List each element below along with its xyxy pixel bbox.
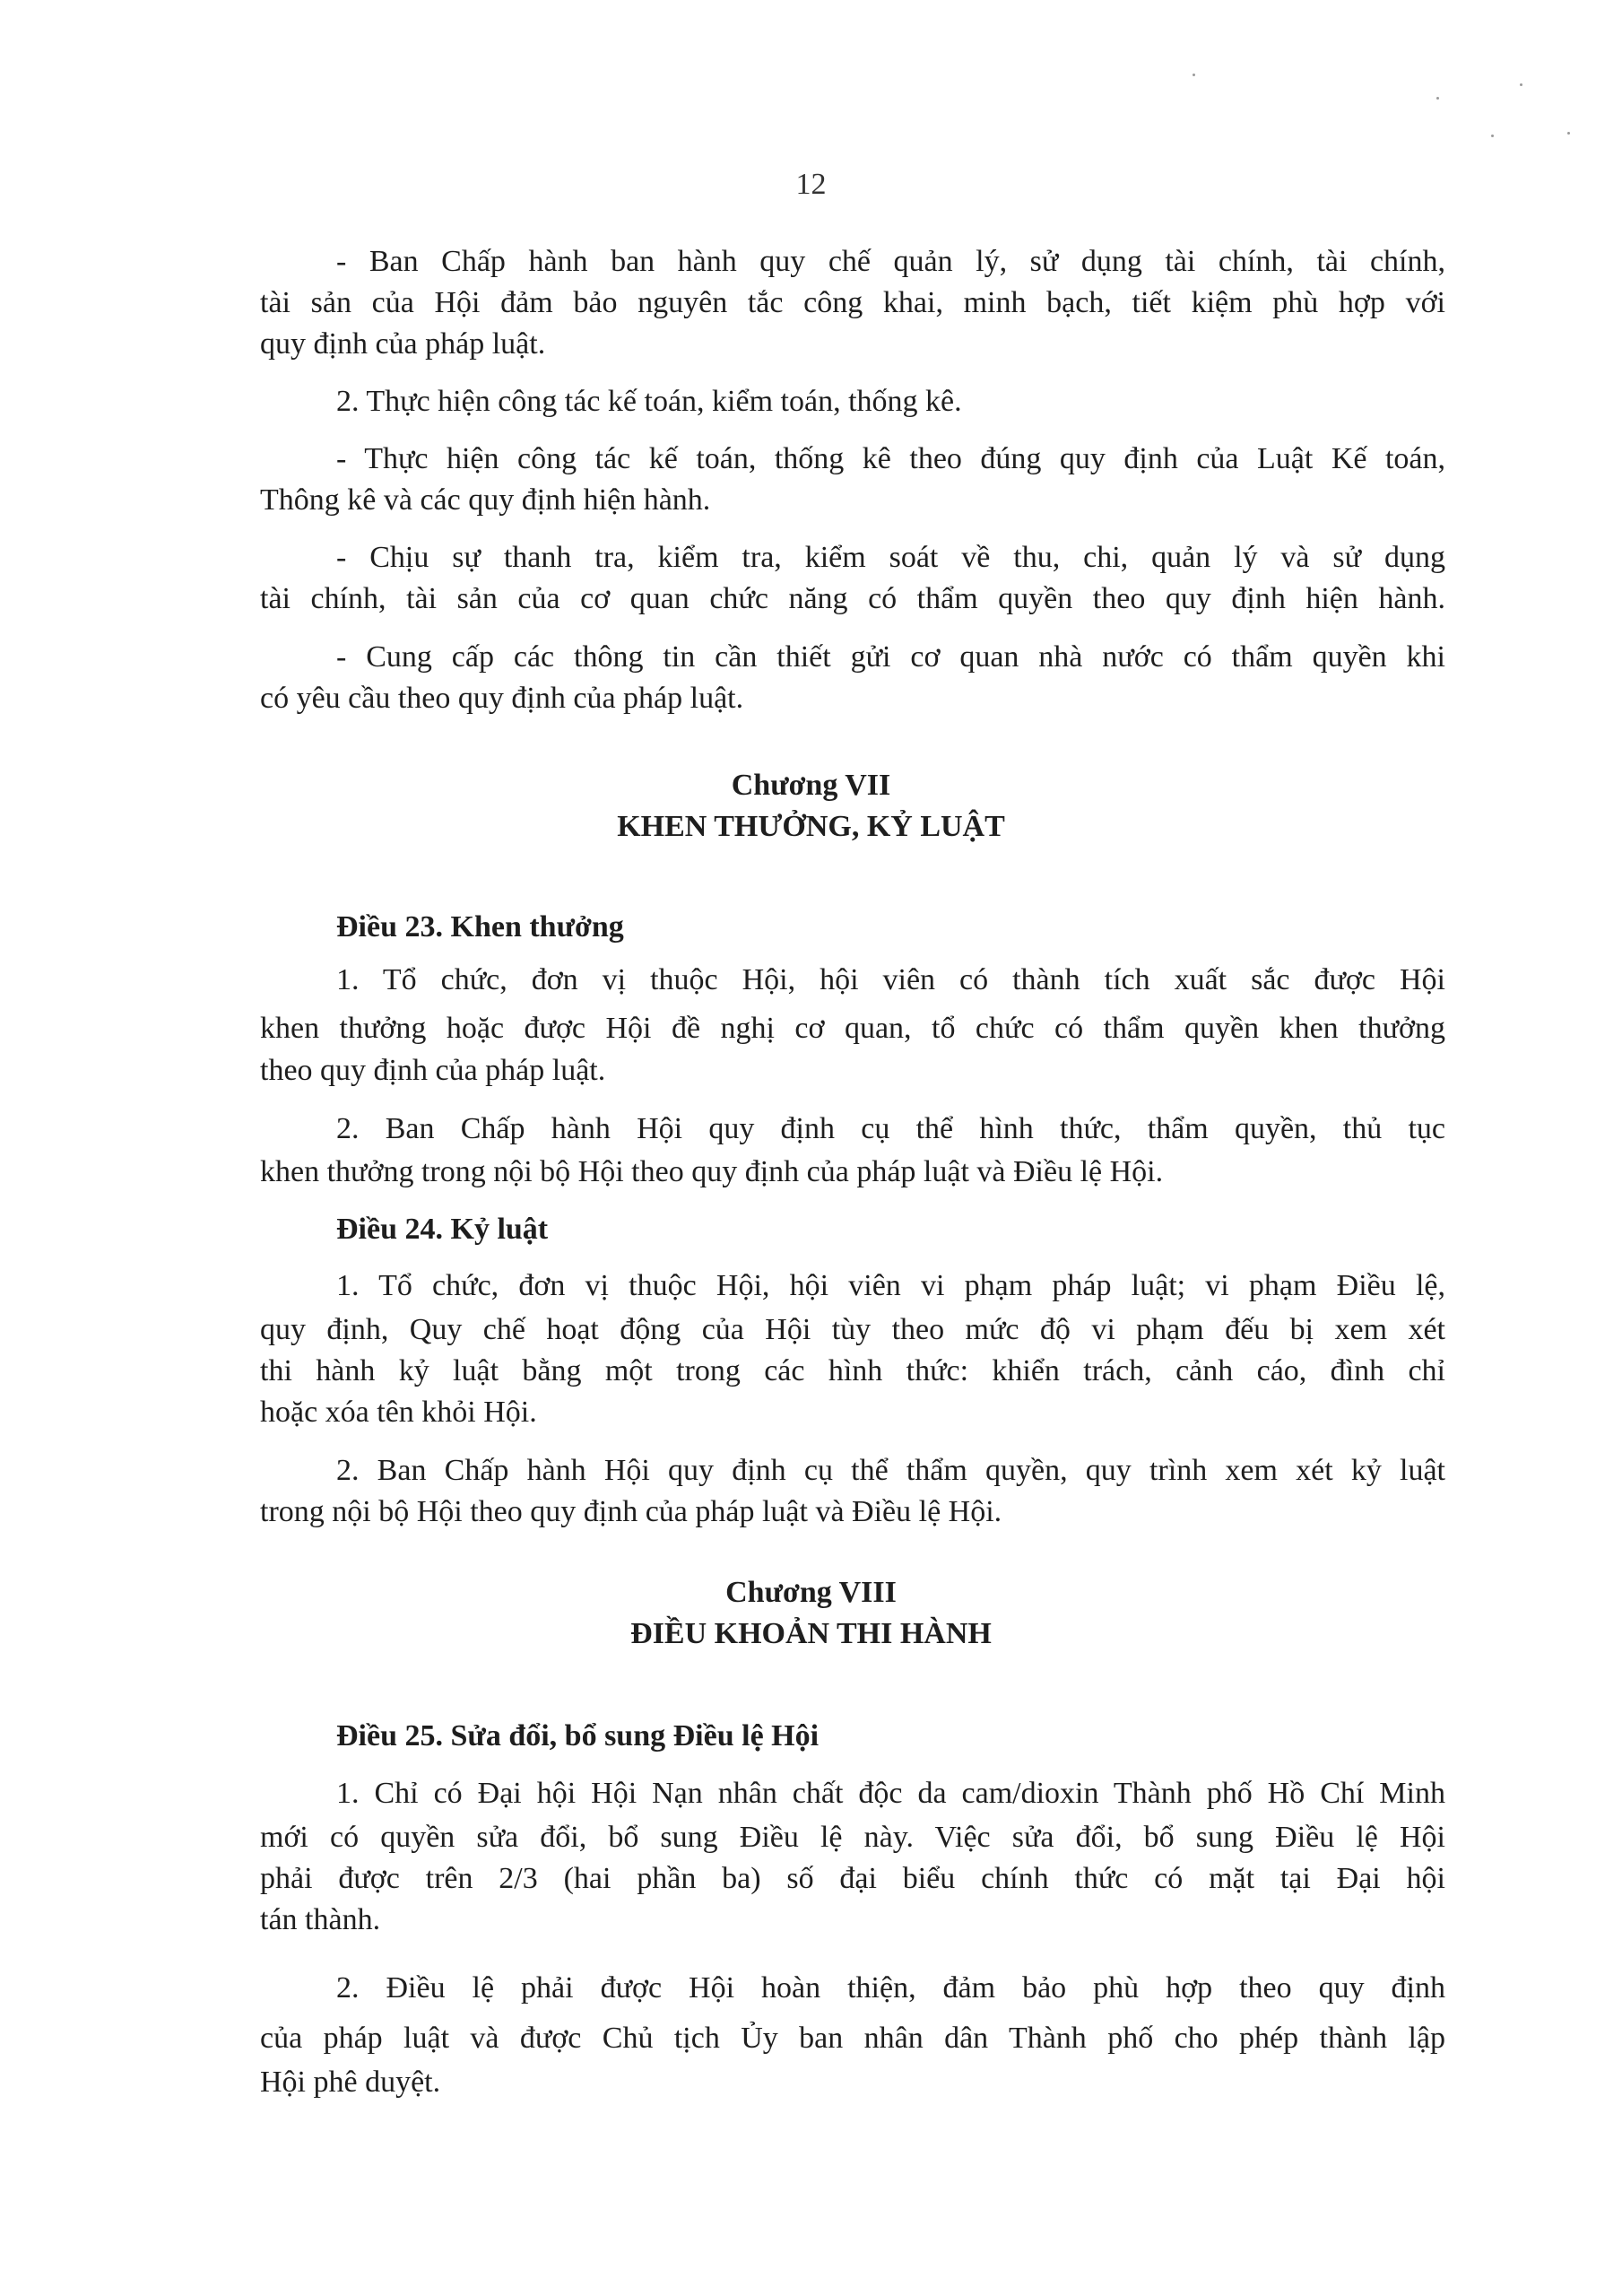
paragraph-line: 1. Chỉ có Đại hội Hội Nạn nhân chất độc da cam/dioxin Thành phố Hồ Chí Minh (336, 1777, 1445, 1810)
paragraph-line: - Ban Chấp hành ban hành quy chế quản lý, sử dụng tài chính, tài chính, (336, 245, 1445, 278)
chapter-title: KHEN THƯỞNG, KỶ LUẬT (617, 810, 1005, 843)
paragraph-line: quy định của pháp luật. (260, 327, 546, 361)
paragraph-line: - Cung cấp các thông tin cần thiết gửi cơ quan nhà nước có thẩm quyền khi (336, 640, 1445, 674)
paragraph-line: hoặc xóa tên khỏi Hội. (260, 1396, 537, 1429)
paragraph-line: thi hành kỷ luật bằng một trong các hình thức: khiển trách, cảnh cáo, đình chỉ (260, 1354, 1445, 1387)
paragraph-line: 2. Ban Chấp hành Hội quy định cụ thể thẩm quyền, quy trình xem xét kỷ luật (336, 1454, 1445, 1487)
paragraph-line: 2. Điều lệ phải được Hội hoàn thiện, đảm bảo phù hợp theo quy định (336, 1971, 1445, 2005)
paragraph-line: của pháp luật và được Chủ tịch Ủy ban nhân dân Thành phố cho phép thành lập (260, 2022, 1445, 2055)
chapter-label: Chương VII (731, 769, 891, 802)
paragraph-line: 2. Thực hiện công tác kế toán, kiểm toán, thống kê. (336, 385, 962, 418)
article-heading: Điều 25. Sửa đổi, bổ sung Điều lệ Hội (336, 1719, 820, 1752)
paragraph-line: có yêu cầu theo quy định của pháp luật. (260, 682, 744, 715)
paragraph-line: trong nội bộ Hội theo quy định của pháp luật và Điều lệ Hội. (260, 1495, 1002, 1528)
chapter-title: ĐIỀU KHOẢN THI HÀNH (630, 1617, 992, 1650)
article-heading: Điều 24. Kỷ luật (336, 1213, 549, 1246)
paragraph-line: tài sản của Hội đảm bảo nguyên tắc công khai, minh bạch, tiết kiệm phù hợp với (260, 286, 1445, 319)
paragraph-line: theo quy định của pháp luật. (260, 1054, 606, 1087)
paragraph-line: 2. Ban Chấp hành Hội quy định cụ thể hình thức, thẩm quyền, thủ tục (336, 1112, 1445, 1145)
paragraph-line: - Thực hiện công tác kế toán, thống kê theo đúng quy định của Luật Kế toán, (336, 442, 1445, 475)
paragraph-line: - Chịu sự thanh tra, kiểm tra, kiểm soát về thu, chi, quản lý và sử dụng (336, 541, 1445, 574)
paragraph-line: Hội phê duyệt. (260, 2066, 441, 2099)
scan-speck (1436, 97, 1439, 100)
chapter-label: Chương VIII (725, 1576, 897, 1609)
scan-speck (1491, 135, 1494, 137)
paragraph-line: 1. Tổ chức, đơn vị thuộc Hội, hội viên vi phạm pháp luật; vi phạm Điều lệ, (336, 1269, 1445, 1302)
paragraph-line: khen thưởng hoặc được Hội đề nghị cơ quan, tổ chức có thẩm quyền khen thưởng (260, 1012, 1445, 1045)
paragraph-line: mới có quyền sửa đổi, bổ sung Điều lệ này. Việc sửa đổi, bổ sung Điều lệ Hội (260, 1821, 1445, 1854)
article-heading: Điều 23. Khen thưởng (336, 910, 624, 944)
paragraph-line: quy định, Quy chế hoạt động của Hội tùy theo mức độ vi phạm đếu bị xem xét (260, 1313, 1445, 1346)
page-number: 12 (795, 168, 827, 201)
scan-speck (1520, 83, 1522, 86)
scan-speck (1193, 74, 1195, 76)
paragraph-line: tài chính, tài sản của cơ quan chức năng có thẩm quyền theo quy định hiện hành. (260, 582, 1445, 615)
paragraph-line: phải được trên 2/3 (hai phần ba) số đại biểu chính thức có mặt tại Đại hội (260, 1862, 1445, 1895)
paragraph-line: khen thưởng trong nội bộ Hội theo quy định của pháp luật và Điều lệ Hội. (260, 1155, 1164, 1188)
paragraph-line: tán thành. (260, 1903, 381, 1936)
paragraph-line: 1. Tổ chức, đơn vị thuộc Hội, hội viên có thành tích xuất sắc được Hội (336, 963, 1445, 996)
scan-speck (1567, 132, 1570, 135)
paragraph-line: Thông kê và các quy định hiện hành. (260, 483, 711, 517)
